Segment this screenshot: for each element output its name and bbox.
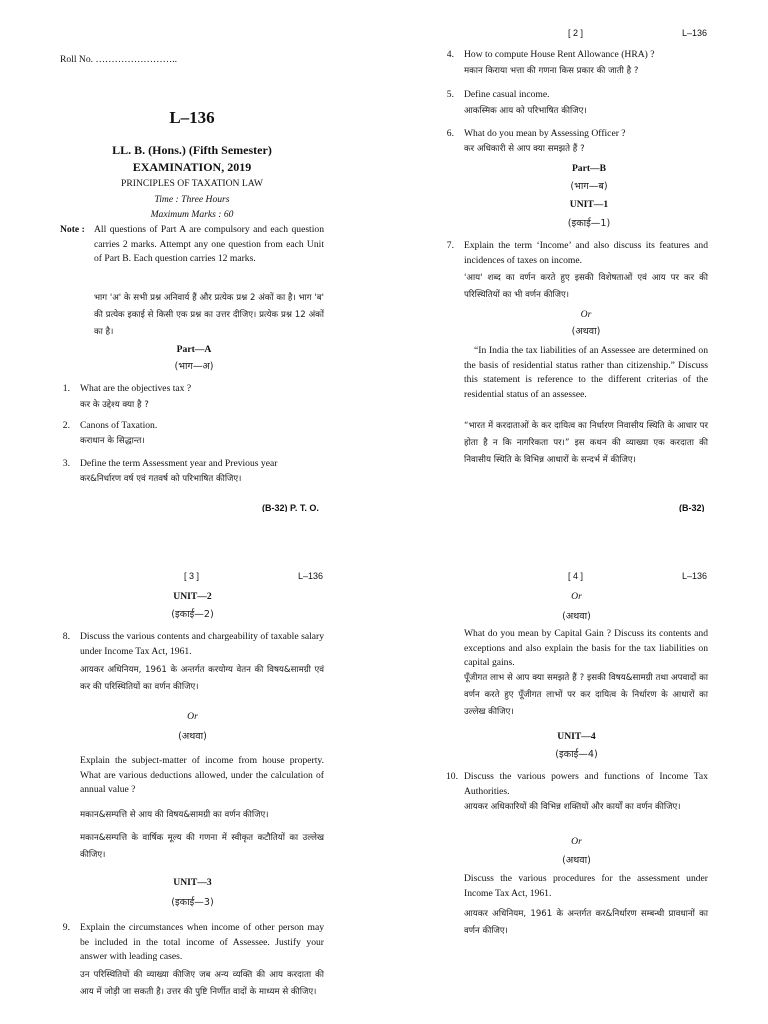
- exam-page-2: [ 2 ] L–136 4. How to compute House Rent Allowance (HRA) ? मकान किराया भत्ता की गणना किस प्रकार की जाती है ? 5. Define casual income. आकस्मिक आय को परिभाषित कीजिए। 6. What do you mean by Assessing Officer ? कर अधिकारी से आप क्या समझते हैं ? Part—B (भाग—ब) UNIT—1 (इकाई—1) 7. Explain the term ‘Income’ and also discuss its features and incidences of taxes on income. 'आय' शब्द का वर्णन करते हुए इसकी विशेषताओं एवं आय पर कर की परिस्थितियों का भी वर्णन कीजिए। Or (अथवा) “In India the tax liabilities of an Assessee are determined on the basis of residential status rather than citizenship.” Discuss this statement is reference to the different criterias of the residential status of an assessee. “भारत में करदाताओं के कर दायित्व का निर्धारण निवासीय स्थिति के आधार पर होता है न कि नागरिकता पर।” इस कथन की व्याख्या एक करदाता की निवासीय स्थिति के विभिन्न आधारों के सन्दर्भ में कीजिए। (B-32): [384, 0, 768, 512]
- part-a-hindi: (भाग—अ): [174, 361, 214, 372]
- part-b-heading: Part—B: [571, 163, 607, 174]
- part-a-heading: Part—A: [176, 344, 212, 355]
- exam-page-1: Roll No. …………………….. L–136 LL. B. (Hons.) (Fifth Semester) EXAMINATION, 2019 PRINCIPLES OF TAXATION LAW Time : Three Hours Maximum Marks : 60 Note : All questions of Part A are compulsory and each question carries 2 marks. Attempt any one question from each Unit of Part B. Each question carries 12 marks. भाग 'अ' के सभी प्रश्न अनिवार्य हैं और प्रत्येक प्रश्न 2 अंकों का है। भाग 'ब' की प्रत्येक इकाई से किसी एक प्रश्न का उत्तर दीजिए। प्रत्येक प्रश्न 12 अंकों का है। Part—A (भाग—अ) 1. What are the objectives tax ? कर के उद्देश्य क्या है ? 2. Canons of Taxation. कराधान के सिद्धान्त। 3. Define the term Assessment year and Previous year कर&निर्धारण वर्ष एवं गतवर्ष को परिभाषित कीजिए। (B-32) P. T. O.: [0, 0, 384, 512]
- max-marks: Maximum Marks : 60: [150, 209, 234, 220]
- page-number: [ 2 ]: [568, 28, 584, 38]
- unit-4-heading: UNIT—4: [557, 731, 596, 742]
- page-code: L–136: [298, 571, 324, 581]
- unit-2-heading: UNIT—2: [173, 591, 212, 602]
- course-title: LL. B. (Hons.) (Fifth Semester): [112, 143, 272, 157]
- note-text: All questions of Part A are compulsory and each question carries 2 marks. Attempt any one question from each Unit of Part B. Each question carries 12 marks.: [94, 224, 324, 264]
- page-code: L–136: [682, 28, 708, 38]
- page-footer: (B-32): [679, 503, 705, 512]
- or-label: Or: [571, 591, 582, 602]
- note-hindi: भाग 'अ' के सभी प्रश्न अनिवार्य हैं और प्रत्येक प्रश्न 2 अंकों का है। भाग 'ब' की प्रत्येक इकाई से किसी एक प्रश्न का उत्तर दीजिए। प्रत्येक प्रश्न 12 अंकों का है।: [94, 293, 324, 337]
- or-hindi: (अथवा): [562, 611, 591, 622]
- paper-code: L–136: [169, 108, 215, 127]
- exam-page-3: [ 3 ] L–136 UNIT—2 (इकाई—2) 8. Discuss the various contents and chargeability of taxable salary under Income Tax Act, 1961. आयकर अधिनियम, 1961 के अन्तर्गत करयोग्य वेतन की विषय&सामग्री एवं कर की परिस्थितियों का वर्णन कीजिए। Or (अथवा) Explain the subject-matter of income from house property. What are various deductions allowed, under the calculation of annual value ? मकान&सम्पत्ति से आय की विषय&सामग्री का वर्णन कीजिए। मकान&सम्पत्ति के वार्षिक मूल्य की गणना में स्वीकृत कटौतियों का उल्लेख कीजिए। UNIT—3 (इकाई—3) 9. Explain the circumstances when income of other person may be included in the total income of Assessee. Justify your answer with leading cases. उन परिस्थितियों की व्याख्या कीजिए जब अन्य व्यक्ति की आय करदाता की आय में जोड़ी जा सकती है। उत्तर की पुष्टि निर्णीत वादों के माध्यम से कीजिए।: [62, 571, 324, 997]
- page-number: [ 4 ]: [568, 571, 584, 581]
- unit-1-heading: UNIT—1: [569, 199, 609, 210]
- page-number: [ 3 ]: [184, 571, 200, 581]
- page-code: L–136: [682, 571, 708, 581]
- roll-number: Roll No. ……………………..: [60, 54, 177, 65]
- page-footer: (B-32) P. T. O.: [262, 503, 319, 512]
- exam-page-4: [ 4 ] L–136 Or (अथवा) What do you mean by Capital Gain ? Discuss its contents and exceptions and also explain the basis for the tax liabilities on capital gains. पूँजीगत लाभ से आप क्या समझते हैं ? इसकी विषय&सामग्री तथा अपवादों का वर्णन करते हुए पूँजीगत लाभों पर कर दायित्व के निर्धारण के आधारों का उल्लेख कीजिए। UNIT—4 (इकाई—4) 10. Discuss the various powers and functions of Income Tax Authorities. आयकर अधिकारियों की विभिन्न शक्तियों और कार्यों का वर्णन कीजिए। Or (अथवा) Discuss the various procedures for the assessment under Income Tax Act, 1961. आयकर अधिनियम, 1961 के अन्तर्गत कर&निर्धारण सम्बन्धी प्रावधानों का वर्णन कीजिए।: [446, 571, 708, 936]
- unit-2-hindi: (इकाई—2): [171, 609, 214, 620]
- subject-title: PRINCIPLES OF TAXATION LAW: [121, 178, 263, 189]
- unit-3-hindi: (इकाई—3): [171, 897, 214, 908]
- exam-time: Time : Three Hours: [154, 194, 230, 205]
- unit-4-hindi: (इकाई—4): [555, 749, 598, 760]
- unit-3-heading: UNIT—3: [173, 877, 212, 888]
- part-b-hindi: (भाग—ब): [570, 181, 608, 192]
- unit-1-hindi: (इकाई—1): [567, 218, 611, 229]
- exam-title: EXAMINATION, 2019: [132, 160, 252, 174]
- note-label: Note :: [60, 224, 85, 235]
